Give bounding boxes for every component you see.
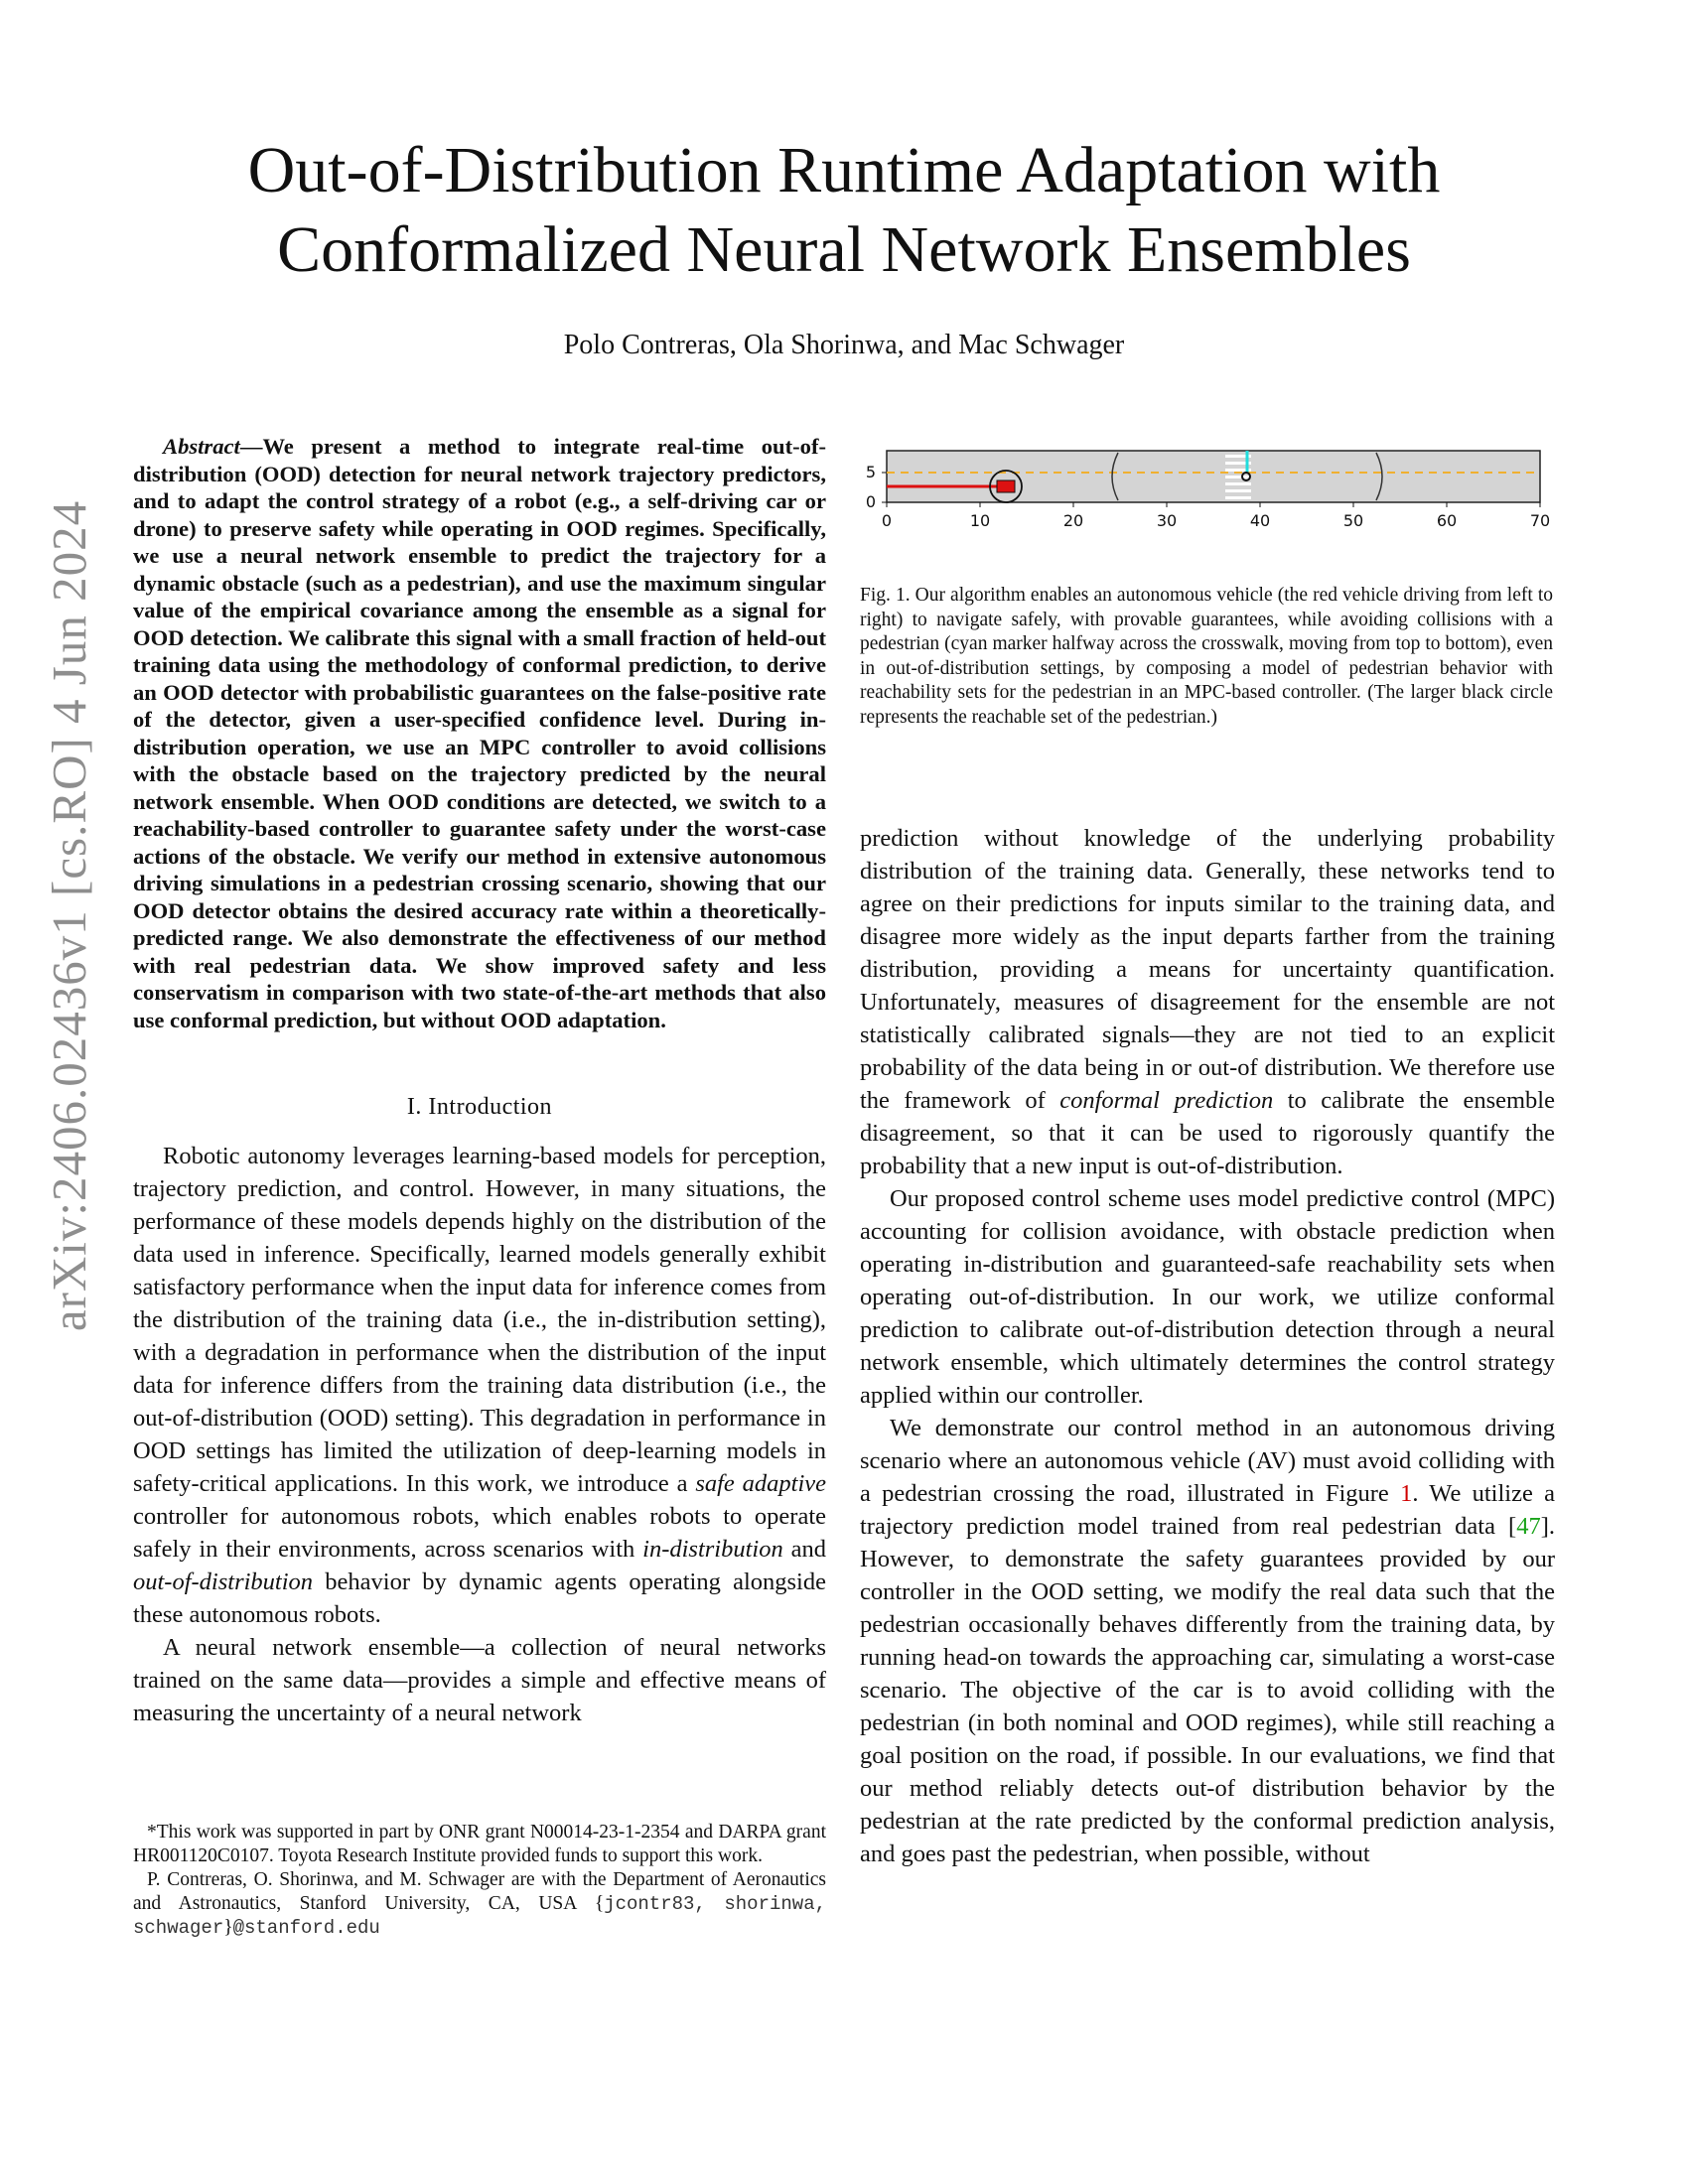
footnote-affiliation-text: P. Contreras, O. Shorinwa, and M. Schwager are with the Department of Aeronautics and Astronautics, Stanford University, CA, USA (133, 1869, 826, 1914)
citation-link[interactable]: 47 (1516, 1513, 1541, 1540)
road-area (887, 451, 1540, 502)
y-tick-label: 0 (865, 492, 876, 511)
footnotes (133, 1821, 826, 1940)
intro-paragraph-2: A neural network ensemble—a collection of neural networks trained on the same data—provides a simple and effective means of measuring the uncertainty of a neural network (133, 1634, 826, 1726)
figure-1-caption-text: Fig. 1. Our algorithm enables an autonomous vehicle (the red vehicle driving from left to right) to navigate safely, with provable guarantees, while avoiding collisions with a pedestrian (cyan marker halfway across the crosswalk, moving from top to bottom), even in out-of-distribution settings, by composing a model of pedestrian behavior with reachability sets for the pedestrian in an MPC-based controller. (The larger black circle represents the reachable set of the pedestrian.) (860, 585, 1553, 728)
right-p1-text-a: prediction without knowledge of the underlying probability distribution of the training data. Generally, these networks tend to agree on their predictions for inputs similar to the training data, and disagree more widely as the input departs farther from the training distribution, providing a means for uncertainty quantification. Unfortunately, measures of disagreement for the ensemble are not statistically calibrated signals—they are not tied to an explicit probability of the data being in or out-of distribution. We therefore use the framework of (860, 825, 1555, 1114)
arxiv-stamp-text: arXiv:2406.02436v1 [cs.RO] 4 Jun 2024 (42, 499, 97, 1331)
x-tick-label: 10 (969, 511, 991, 530)
figure-reference-link[interactable]: 1 (1400, 1480, 1413, 1507)
x-tick-label: 0 (881, 511, 893, 530)
figure-1-caption (860, 584, 1553, 730)
arxiv-stamp (40, 320, 99, 1511)
y-tick-label: 5 (865, 463, 876, 481)
intro-p1-em-out-of-distribution: out-of-distribution (133, 1569, 314, 1595)
x-tick-label: 20 (1062, 511, 1084, 530)
right-p3-text-b: . We utilize a trajectory prediction model trained from real pedestrian data [ (860, 1480, 1555, 1540)
right-p1-text-b: to calibrate the ensemble disagreement, so that it can be used to rigorously quantify the probability that a new input is out-of-distribution. (860, 1087, 1555, 1179)
intro-paragraph-1 (133, 1140, 826, 1631)
intro-p1-em-in-distribution: in-distribution (642, 1536, 783, 1563)
footnote-funding: *This work was supported in part by ONR grant N00014-23-1-2354 and DARPA grant HR001120C0107. Toyota Research Institute provided funds to support this work. (133, 1822, 826, 1866)
x-axis (882, 502, 1550, 530)
footnote-affiliation (133, 1868, 826, 1940)
x-tick-label: 70 (1529, 511, 1551, 530)
right-column (860, 822, 1555, 1870)
abstract-text: We present a method to integrate real-time out-of-distribution (OOD) detection for neural network trajectory predictors, and to adapt the control strategy of a robot (e.g., a self-driving car or drone) to preserve safety while operating in OOD regimes. Specifically, we use a neural network ensemble to predict the trajectory for a dynamic obstacle (such as a pedestrian), and use the maximum singular value of the empirical covariance among the ensemble as a signal for OOD detection. We calibrate this signal with a small fraction of held-out training data using the methodology of conformal prediction, to derive an OOD detector with probabilistic guarantees on the false-positive rate of the detector, given a user-specified confidence level. During in-distribution operation, we use an MPC controller to avoid collisions with the obstacle based on the trajectory predicted by the neural network ensemble. When OOD conditions are detected, we switch to a reachability-based controller to guarantee safety under the worst-case actions of the obstacle. We verify our method in extensive autonomous driving simulations in a pedestrian crossing scenario, showing that our OOD detector obtains the desired accuracy rate within a theoretically-predicted range. We also demonstrate the effectiveness of our method with real pedestrian data. We show improved safety and less conservatism in comparison with two state-of-the-art methods that also use conformal prediction, but without OOD adaptation. (133, 434, 826, 1032)
right-p3-text-a: We demonstrate our control method in an autonomous driving scenario where an autonomous vehicle (AV) must avoid colliding with a pedestrian crossing the road, illustrated in Figure (860, 1415, 1555, 1507)
email-address-a[interactable]: jcontr83, (604, 1893, 706, 1915)
x-tick-label: 30 (1156, 511, 1178, 530)
figure-1 (860, 435, 1555, 579)
right-paragraph-1 (860, 822, 1555, 1182)
vehicle-marker (997, 480, 1015, 492)
right-paragraph-3 (860, 1412, 1555, 1870)
email-domain[interactable]: @stanford.edu (232, 1917, 380, 1939)
abstract-dash: — (239, 434, 263, 459)
x-tick-label: 60 (1436, 511, 1458, 530)
left-column (133, 433, 826, 1729)
paper-authors: Polo Contreras, Ola Shorinwa, and Mac Schwager (563, 330, 1125, 360)
email-brace-open: { (594, 1893, 605, 1914)
abstract (133, 433, 826, 1033)
email-address-b[interactable]: shorinwa, schwager (133, 1893, 826, 1939)
right-p1-em-conformal-prediction: conformal prediction (1059, 1087, 1274, 1114)
intro-p1-text-b: controller for autonomous robots, which enables robots to operate safely in their environments, across scenarios with (133, 1503, 826, 1563)
abstract-lead: Abstract (163, 434, 240, 459)
right-paragraph-2: Our proposed control scheme uses model predictive control (MPC) accounting for collision avoidance, with obstacle prediction when operating in-distribution and guaranteed-safe reachability sets when operating out-of-distribution. In our work, we utilize conformal prediction to calibrate out-of-distribution detection through a neural network ensemble, which ultimately determines the control strategy applied within our controller. (860, 1185, 1555, 1409)
intro-p1-text-c: and (782, 1536, 827, 1563)
intro-p1-em-safe-adaptive: safe adaptive (695, 1470, 826, 1497)
y-axis (866, 463, 887, 511)
intro-p1-text-d: behavior by dynamic agents operating alongside these autonomous robots. (133, 1569, 826, 1628)
x-tick-label: 40 (1249, 511, 1271, 530)
email-brace-close: } (223, 1917, 233, 1938)
x-tick-label: 50 (1342, 511, 1364, 530)
right-p3-text-c: ]. However, to demonstrate the safety guarantees provided by our controller in the OOD setting, we modify the real data such that the pedestrian occasionally behaves differently from the training data, by running head-on towards the approaching car, simulating a worst-case scenario. The objective of the car is to avoid colliding with the pedestrian (in both nominal and OOD regimes), while still reaching a goal position on the road, if possible. In our evaluations, we find that our method reliably detects out-of distribution behavior by the pedestrian at the rate predicted by the conformal prediction analysis, and goes past the pedestrian, when possible, without (860, 1513, 1555, 1867)
intro-p1-text-a: Robotic autonomy leverages learning-based models for perception, trajectory prediction, and control. However, in many situations, the performance of these models depends highly on the distribution of the data used in inference. Specifically, learned models generally exhibit satisfactory performance when the input data for inference comes from the distribution of the training data (i.e., the in-distribution setting), with a degradation in performance when the distribution of the input data for inference differs from the training data distribution (i.e., the out-of-distribution (OOD) setting). This degradation in performance in OOD settings has limited the utilization of deep-learning models in safety-critical applications. In this work, we introduce a (133, 1143, 826, 1497)
paper-title: Out-of-Distribution Runtime Adaptation with Conformalized Neural Network Ensembles (247, 134, 1441, 286)
figure-1-plot (860, 435, 1555, 574)
section-heading-introduction: I. Introduction (406, 1094, 553, 1120)
